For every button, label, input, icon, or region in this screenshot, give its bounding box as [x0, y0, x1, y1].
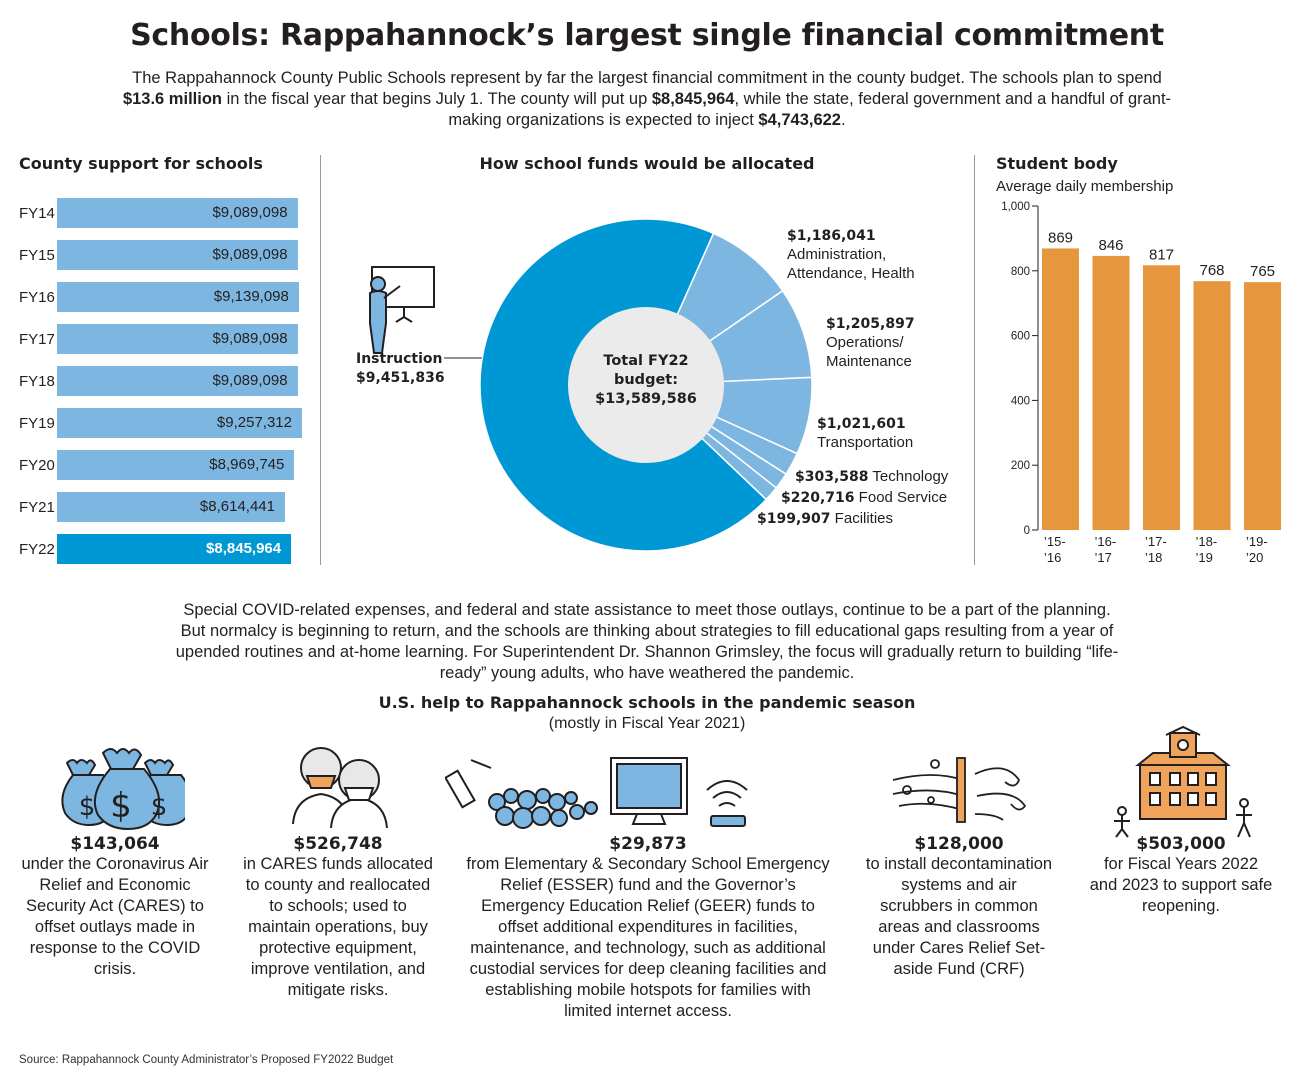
county-bar-value-label: $9,089,098	[212, 372, 288, 389]
county-bar-value-label: $9,089,098	[212, 330, 288, 347]
county-bar-category: FY19	[19, 415, 55, 432]
intro-outside-amount: $4,743,622	[758, 111, 841, 129]
student-y-tick-label: 0	[1023, 525, 1030, 537]
student-y-tick-label: 1,000	[1001, 201, 1030, 213]
pie-chart-title: How school funds would be allocated	[479, 154, 815, 173]
student-bar-value-label: 817	[1148, 246, 1175, 264]
intro-text-1: The Rappahannock County Public Schools represent by far the largest financial commitment in the county budget. The schools plan to spend	[132, 69, 1162, 87]
intro-paragraph	[110, 68, 1184, 131]
student-bar	[1093, 256, 1130, 530]
pie-label-operations-maintenance: $1,205,897 Operations/ Maintenance	[826, 316, 915, 370]
aid-item-air-scrubbers	[864, 834, 1054, 980]
student-x-tick-label: ’20	[1246, 550, 1264, 565]
county-bar-value-label: $8,845,964	[206, 540, 282, 557]
student-chart-title: Student body	[996, 154, 1118, 173]
aid-description: from Elementary & Secondary School Emergency Relief (ESSER) fund and the Governor’s Emergency Education Relief (GEER) funds to offset additional expenditures in facilities, maintenance, and technology, such as additional custodial services for deep cleaning facilities and establishing mobile hotspots for families with limited internet access.	[466, 855, 830, 1020]
money-bag-glyph-right: $	[150, 792, 168, 822]
aid-amount: $143,064	[70, 834, 160, 854]
pie-amount-instruction: $9,451,836	[356, 370, 445, 386]
student-bar-value-label: 846	[1098, 236, 1124, 254]
divider-right	[974, 155, 975, 565]
student-bar	[1194, 281, 1231, 530]
aid-description: in CARES funds allocated to county and reallocated to schools; used to maintain operations, buy protective equipment, improve ventilation, and mitigate risks.	[243, 855, 433, 999]
student-y-tick-label: 200	[1010, 460, 1030, 473]
student-x-tick-label: ’17-	[1145, 534, 1167, 549]
air-scrubber-icon	[885, 750, 1035, 830]
county-bar-category: FY22	[19, 541, 55, 558]
aid-amount: $128,000	[914, 834, 1004, 854]
aid-item-safe-reopening	[1088, 834, 1274, 917]
student-x-tick-label: ’17	[1094, 550, 1112, 565]
county-bar-value-label: $9,089,098	[212, 204, 288, 221]
county-bar-category: FY17	[19, 331, 55, 348]
school-building-icon	[1108, 725, 1258, 840]
money-bag-glyph-left: $	[78, 792, 96, 822]
aid-item-esser-geer	[460, 834, 836, 1022]
pie-label-facilities: $199,907 Facilities	[757, 510, 894, 527]
covid-paragraph: Special COVID-related expenses, and federal and state assistance to meet those outlays, continue to be a part of the planning. But normalcy is beginning to return, and the schools are thinking about strategies to fill educational gaps resulting from a year of upended routines and at-home learning. For Superintendent Dr. Shannon Grimsley, the focus will gradually return to building “life-ready” young adults, who have weathered the pandemic.	[175, 601, 1119, 682]
student-bar-value-label: 765	[1249, 263, 1276, 281]
student-x-tick-label: ’15-	[1044, 534, 1066, 549]
county-bar-value-label: $9,089,098	[212, 246, 288, 263]
student-bar-value-label: 768	[1199, 262, 1225, 280]
money-bags-icon	[55, 745, 185, 830]
pie-label-technology: $303,588 Technology	[795, 468, 949, 485]
student-x-tick-label: ’19-	[1246, 534, 1268, 549]
intro-text-3: , while the state, federal government and a handful of grant-making organizations is expected to inject	[448, 90, 1172, 129]
county-bar-value-label: $8,969,745	[209, 456, 285, 473]
source-note: Source: Rappahannock County Administrator’s Proposed FY2022 Budget	[19, 1054, 394, 1066]
masked-people-icon	[285, 738, 395, 828]
county-bar-value-label: $8,614,441	[199, 498, 275, 515]
aid-item-cares-funds	[238, 834, 438, 1001]
aid-amount: $29,873	[609, 834, 687, 854]
aid-item-cares-act	[15, 834, 215, 980]
county-bar-category: FY21	[19, 499, 55, 516]
aid-section-subtitle: (mostly in Fiscal Year 2021)	[548, 715, 746, 732]
student-x-tick-label: ’18-	[1195, 534, 1218, 549]
student-x-tick-label: ’18	[1145, 550, 1163, 565]
cleaning-computer-wifi-icon	[445, 750, 765, 835]
student-bar-value-label: 869	[1047, 229, 1074, 247]
aid-description: to install decontamination systems and air scrubbers in common areas and classrooms under Cares Relief Set-aside Fund (CRF)	[865, 855, 1053, 978]
student-chart-subtitle: Average daily membership	[996, 178, 1174, 195]
pie-center-label: budget:	[613, 372, 679, 388]
student-y-tick-label: 800	[1010, 265, 1030, 278]
aid-amount: $503,000	[1136, 834, 1226, 854]
student-body-bar-chart	[976, 196, 1286, 576]
student-y-tick-label: 600	[1010, 330, 1030, 343]
pie-center-label: Total FY22	[603, 353, 689, 369]
pie-label-instruction: Instruction	[356, 351, 443, 367]
student-bar	[1042, 248, 1079, 530]
page-title: Schools: Rappahannock’s largest single financial commitment	[130, 18, 1164, 53]
money-bag-glyph-center: $	[110, 786, 132, 826]
county-bar-value-label: $9,257,312	[216, 414, 292, 431]
county-bar-value-label: $9,139,098	[213, 288, 289, 305]
student-x-tick-label: ’19	[1195, 550, 1213, 565]
intro-total-budget: $13.6 million	[122, 90, 222, 108]
intro-text-4: .	[841, 111, 846, 129]
county-bar-category: FY20	[19, 457, 55, 474]
intro-text-2: in the fiscal year that begins July 1. The county will put up	[221, 90, 652, 108]
pie-label-administration-attendance-health: $1,186,041 Administration, Attendance, Health	[787, 228, 915, 282]
student-bar	[1244, 282, 1281, 530]
student-x-tick-label: ’16-	[1094, 534, 1117, 549]
student-y-tick-label: 400	[1010, 395, 1030, 408]
aid-description: under the Coronavirus Air Relief and Economic Security Act (CARES) to offset outlays made in response to the COVID crisis.	[21, 855, 209, 978]
county-support-bar-chart	[0, 190, 320, 570]
presenter-icon	[370, 267, 434, 353]
student-x-tick-label: ’16	[1044, 550, 1062, 565]
pie-center-label: $13,589,586	[595, 391, 697, 407]
pie-label-transportation: $1,021,601 Transportation	[817, 416, 914, 451]
county-bar-category: FY18	[19, 373, 55, 390]
county-bar-category: FY16	[19, 289, 55, 306]
student-bar	[1143, 265, 1180, 530]
aid-amount: $526,748	[293, 834, 383, 854]
intro-county-amount: $8,845,964	[651, 90, 735, 108]
pie-label-food-service: $220,716 Food Service	[781, 489, 948, 506]
aid-description: for Fiscal Years 2022 and 2023 to support safe reopening.	[1089, 855, 1273, 915]
aid-section-title: U.S. help to Rappahannock schools in the pandemic season	[378, 693, 916, 712]
county-bar-category: FY15	[19, 247, 55, 264]
county-chart-title: County support for schools	[19, 154, 263, 173]
budget-allocation-pie-chart	[320, 180, 974, 570]
county-bar-category: FY14	[19, 205, 55, 222]
